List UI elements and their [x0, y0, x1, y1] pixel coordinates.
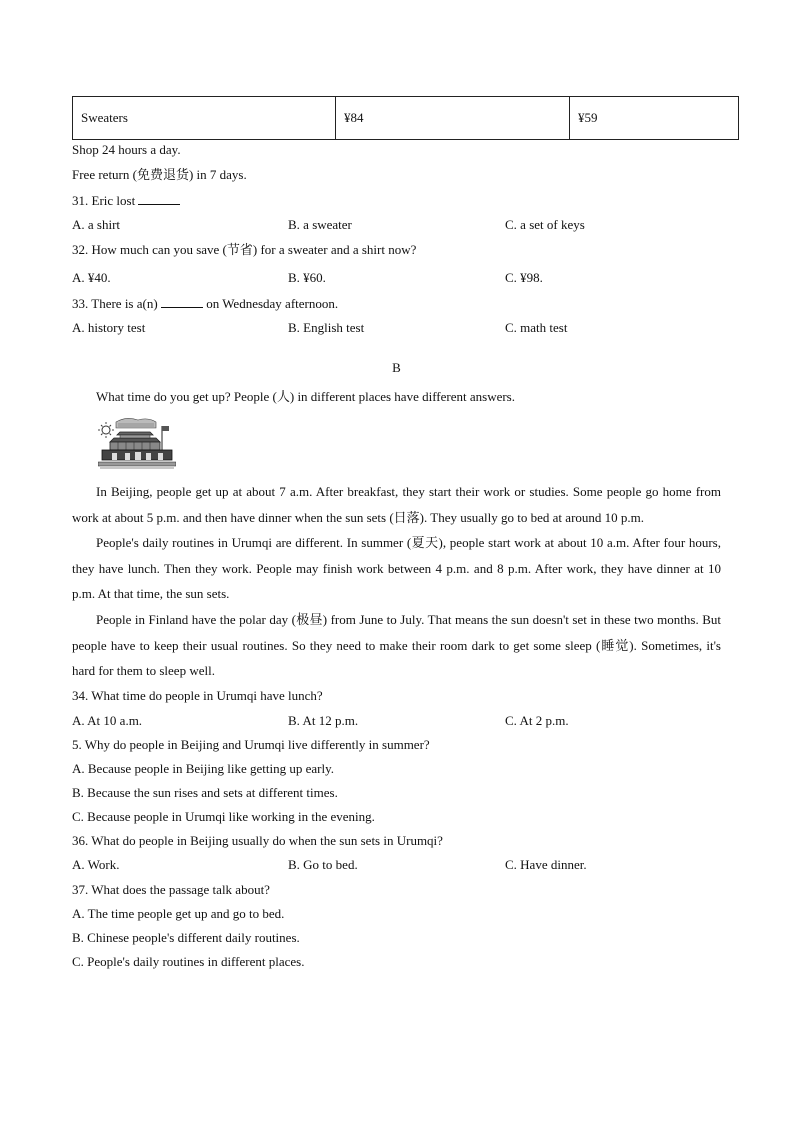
- question-35: 5. Why do people in Beijing and Urumqi live differently in summer?: [72, 737, 430, 752]
- option-b: B. At 12 p.m.: [288, 713, 359, 728]
- table-cell-old-price: ¥84: [336, 97, 570, 140]
- question-37: 37. What does the passage talk about?: [72, 882, 270, 897]
- option-c: C. At 2 p.m.: [505, 713, 569, 728]
- option-a: A. a shirt: [72, 217, 121, 232]
- option-b: B. Because the sun rises and sets at different times.: [72, 785, 338, 800]
- table-cell-item: Sweaters: [73, 97, 336, 140]
- option-b: B. Go to bed.: [288, 857, 358, 872]
- passage-paragraph-1: In Beijing, people get up at about 7 a.m. After breakfast, they start their work or studies. Some people go home from work at about 5 p.m. and then have dinner when the sun sets (日落). They usually go to bed at around 10 p.m.: [72, 484, 721, 525]
- option-b: B. ¥60.: [288, 270, 326, 285]
- option-b: B. Chinese people's different daily routines.: [72, 930, 300, 945]
- tiananmen-illustration-icon: [98, 416, 176, 470]
- option-a: A. Work.: [72, 857, 120, 872]
- free-return-note: Free return (免费退货) in 7 days.: [72, 167, 247, 182]
- option-b: B. English test: [288, 320, 365, 335]
- question-stem: 33. There is a(n): [72, 296, 158, 311]
- question-stem-end: on Wednesday afternoon.: [206, 296, 339, 311]
- question-32: 32. How much can you save (节省) for a sweater and a shirt now?: [72, 242, 417, 257]
- question-31: [72, 193, 180, 209]
- table-row: [73, 97, 739, 140]
- option-a: A. ¥40.: [72, 270, 111, 285]
- worksheet-page: [72, 96, 739, 969]
- section-label: B: [392, 360, 401, 375]
- passage-paragraph-2: People's daily routines in Urumqi are different. In summer (夏天), people start work at about 10 a.m. After four hours, they have lunch. Then they work. People may finish work between 4 p.m. and 8 p.m. After work, they have dinner at 10 p.m. At that time, the sun sets.: [72, 535, 721, 601]
- price-table: [72, 96, 739, 140]
- option-c: C. a set of keys: [505, 217, 585, 232]
- passage-intro: What time do you get up? People (人) in different places have different answers.: [96, 389, 515, 404]
- question-stem: 31. Eric lost: [72, 193, 136, 208]
- option-a: A. history test: [72, 320, 146, 335]
- passage-paragraph-3: People in Finland have the polar day (极昼) from June to July. That means the sun doesn't set in these two months. But people have to keep their usual routines. So they need to make their room dark to get some sleep (睡觉). Sometimes, it's hard for them to sleep well.: [72, 612, 721, 678]
- option-c: C. People's daily routines in different places.: [72, 954, 305, 969]
- option-a: A. At 10 a.m.: [72, 713, 143, 728]
- option-c: C. Because people in Urumqi like working in the evening.: [72, 809, 375, 824]
- shop-hours-note: Shop 24 hours a day.: [72, 142, 181, 157]
- option-a: A. The time people get up and go to bed.: [72, 906, 285, 921]
- option-c: C. Have dinner.: [505, 857, 587, 872]
- table-cell-new-price: ¥59: [570, 97, 739, 140]
- option-b: B. a sweater: [288, 217, 352, 232]
- question-33: [72, 296, 338, 312]
- option-a: A. Because people in Beijing like getting up early.: [72, 761, 334, 776]
- option-c: C. ¥98.: [505, 270, 543, 285]
- question-34: 34. What time do people in Urumqi have lunch?: [72, 688, 323, 703]
- answer-blank: [138, 193, 180, 205]
- question-36: 36. What do people in Beijing usually do when the sun sets in Urumqi?: [72, 833, 443, 848]
- answer-blank: [161, 296, 203, 308]
- option-c: C. math test: [505, 320, 568, 335]
